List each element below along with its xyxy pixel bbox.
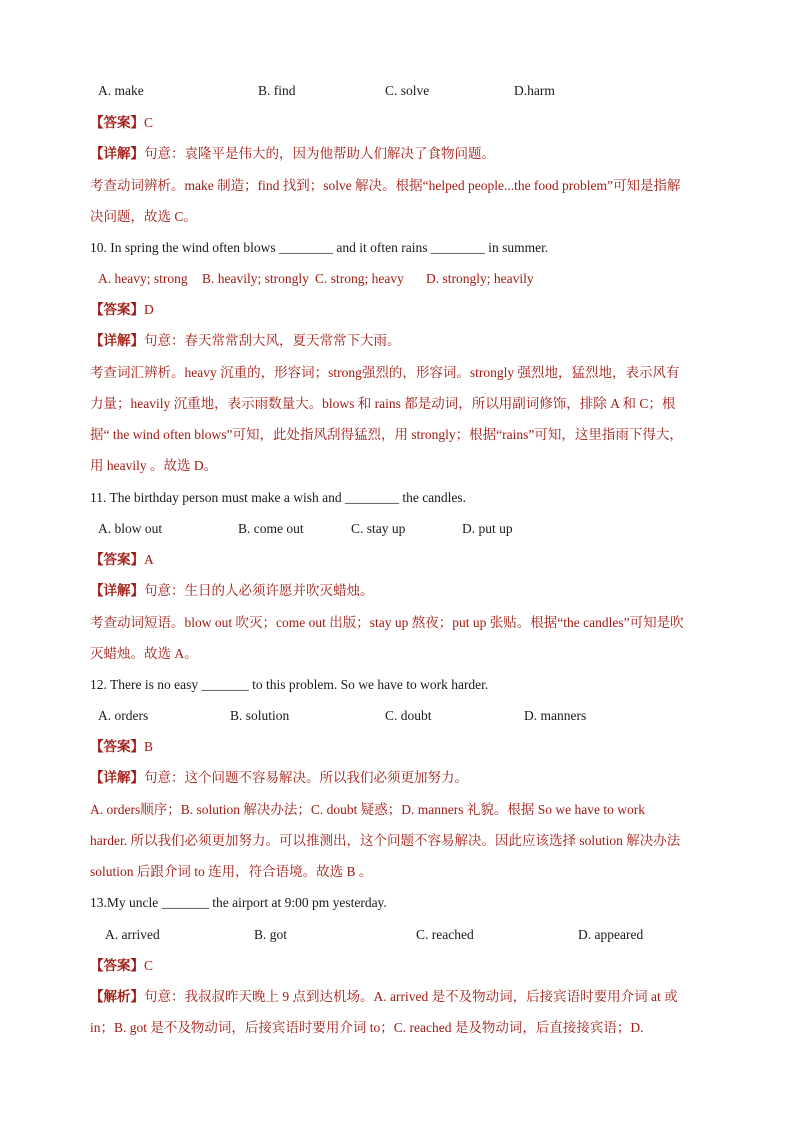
q11-option-a: A. blow out [98, 521, 163, 536]
q11-answer [90, 551, 154, 569]
detail-label: 【详解】 [90, 333, 144, 348]
q11-detail-line-2: 考查动词短语。blow out 吹灭；come out 出版；stay up 熬夜；put up 张贴。根据“the candles”可知是吹 [90, 615, 684, 630]
answer-value: A [144, 552, 154, 567]
detail-text: 句意：这个问题不容易解决。所以我们必须更加努力。 [144, 770, 468, 785]
answer-label: 【答案】 [90, 302, 144, 317]
q10-detail-line-4: 据“ the wind often blows”可知，此处指风刮得猛烈，用 strongly；根据“rains”可知，这里指雨下得大， [90, 427, 683, 442]
q13-answer [90, 957, 153, 975]
answer-label: 【答案】 [90, 552, 144, 567]
answer-value: D [144, 302, 154, 317]
q9-option-a: A. make [98, 83, 144, 98]
detail-text: 句意：春天常常刮大风，夏天常常下大雨。 [144, 333, 401, 348]
detail-label: 【详解】 [90, 583, 144, 598]
q13-option-d: D. appeared [578, 927, 644, 942]
q12-detail-line-2: A. orders顺序；B. solution 解决办法；C. doubt 疑惑；D. manners 礼貌。根据 So we have to work [90, 802, 645, 817]
q13-detail-line-1 [90, 988, 678, 1006]
answer-label: 【答案】 [90, 958, 144, 973]
q10-detail-line-2: 考查词汇辨析。heavy 沉重的，形容词；strong强烈的，形容词。strongly 强烈地，猛烈地，表示风有 [90, 365, 680, 380]
q10-option-a: A. heavy; strong [98, 271, 188, 286]
q11-option-b: B. come out [238, 521, 304, 536]
q9-option-c: C. solve [385, 83, 430, 98]
answer-label: 【答案】 [90, 115, 144, 130]
q13-option-a: A. arrived [105, 927, 160, 942]
detail-label: 【详解】 [90, 770, 144, 785]
q13-detail-line-2: in；B. got 是不及物动词，后接宾语时要用介词 to；C. reached 是及物动词，后直接接宾语；D. [90, 1020, 644, 1035]
q10-detail-line-1 [90, 332, 401, 350]
q11-option-c: C. stay up [351, 521, 406, 536]
q10-option-b: B. heavily; strongly [202, 271, 309, 286]
q12-answer [90, 738, 153, 756]
q11-detail-line-3: 灭蜡烛。故选 A。 [90, 646, 198, 661]
q9-answer [90, 114, 153, 132]
q12-detail-line-4: solution 后跟介词 to 连用，符合语境。故选 B 。 [90, 864, 373, 879]
q12-option-d: D. manners [524, 708, 587, 723]
q12-option-a: A. orders [98, 708, 149, 723]
q11-detail-line-1 [90, 582, 374, 600]
q11-option-d: D. put up [462, 521, 513, 536]
q12-question: 12. There is no easy _______ to this problem. So we have to work harder. [90, 677, 489, 692]
detail-text: 句意：生日的人必须许愿并吹灭蜡烛。 [144, 583, 374, 598]
analysis-label: 【解析】 [90, 989, 144, 1004]
q12-detail-line-3: harder. 所以我们必须更加努力。可以推测出，这个问题不容易解决。因此应该选择 solution 解决办法 [90, 833, 681, 848]
q10-answer [90, 301, 154, 319]
detail-text: 句意：袁隆平是伟大的，因为他帮助人们解决了食物问题。 [144, 146, 495, 161]
q13-option-b: B. got [254, 927, 288, 942]
q10-option-d: D. strongly; heavily [426, 271, 534, 286]
q9-option-d: D.harm [514, 83, 555, 98]
q9-detail-line-1 [90, 145, 495, 163]
q10-detail-line-5: 用 heavily 。故选 D。 [90, 458, 218, 473]
q9-option-b: B. find [258, 83, 296, 98]
answer-value: C [144, 958, 154, 973]
q9-detail-line-3: 决问题，故选 C。 [90, 209, 197, 224]
detail-text: 句意：我叔叔昨天晚上 9 点到达机场。A. arrived 是不及物动词，后接宾语时要用介词 at 或 [144, 989, 678, 1004]
q13-question: 13.My uncle _______ the airport at 9:00 pm yesterday. [90, 895, 387, 910]
answer-value: B [144, 739, 154, 754]
q12-detail-line-1 [90, 769, 468, 787]
answer-value: C [144, 115, 154, 130]
q10-question: 10. In spring the wind often blows ________ and it often rains ________ in summer. [90, 240, 549, 255]
q10-option-c: C. strong; heavy [315, 271, 404, 286]
q11-question: 11. The birthday person must make a wish and ________ the candles. [90, 490, 467, 505]
q13-option-c: C. reached [416, 927, 474, 942]
q12-option-b: B. solution [230, 708, 290, 723]
answer-label: 【答案】 [90, 739, 144, 754]
q10-detail-line-3: 力量；heavily 沉重地，表示雨数量大。blows 和 rains 都是动词，所以用副词修饰，排除 A 和 C；根 [90, 396, 676, 411]
detail-label: 【详解】 [90, 146, 144, 161]
q12-option-c: C. doubt [385, 708, 432, 723]
q9-detail-line-2: 考查动词辨析。make 制造；find 找到；solve 解决。根据“helped people...the food problem”可知是指解 [90, 178, 681, 193]
